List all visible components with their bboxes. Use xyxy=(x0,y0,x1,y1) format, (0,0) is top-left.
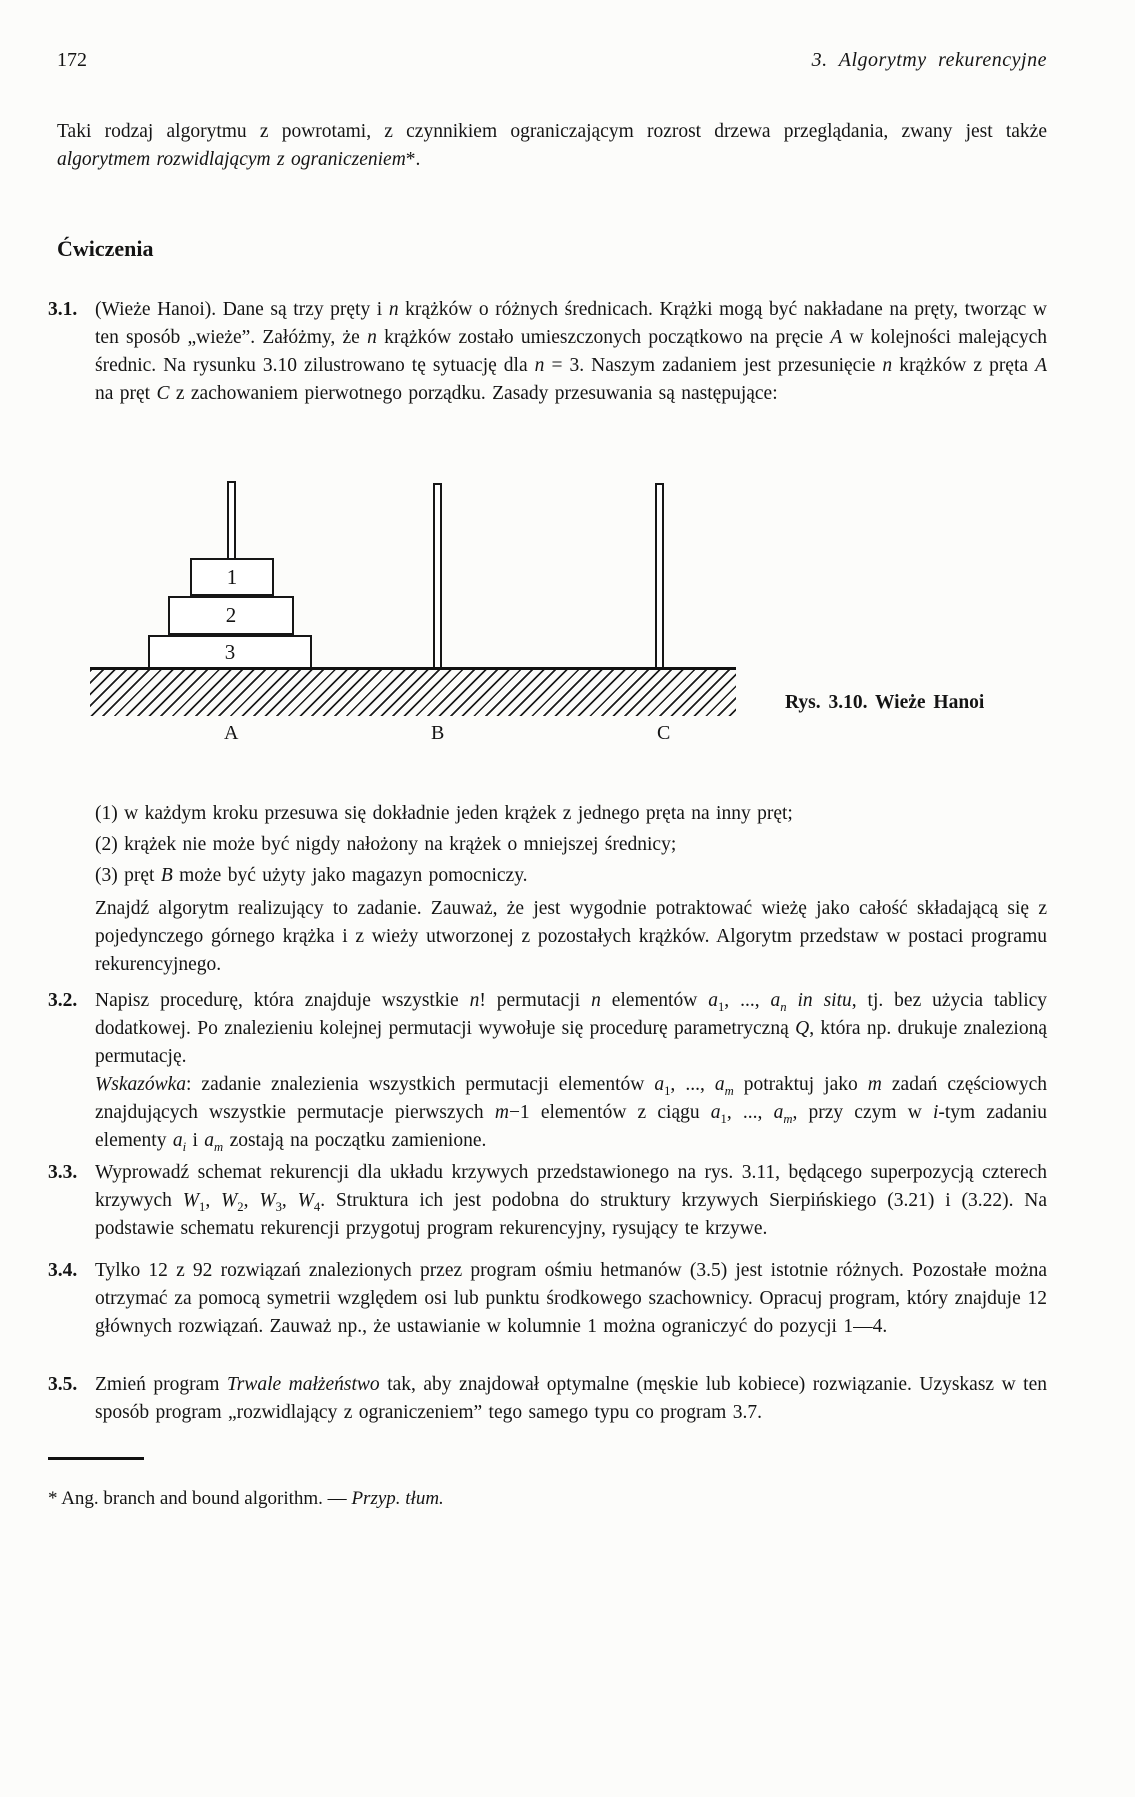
rules-list xyxy=(48,798,1047,891)
exercise-number: 3.5. xyxy=(48,1374,78,1395)
disk-3 xyxy=(148,635,312,670)
exercise-number: 3.1. xyxy=(48,299,78,320)
peg-a-rod xyxy=(227,481,236,563)
exercise-number: 3.4. xyxy=(48,1260,78,1281)
peg-b-rod xyxy=(433,483,442,669)
page-header xyxy=(57,48,1047,72)
exercise-3-5 xyxy=(48,1371,1047,1427)
rule-item-2: (2) krążek nie może być nigdy nałożony na krążek o mniejszej średnicy; xyxy=(95,834,677,855)
footnote-separator xyxy=(48,1457,144,1460)
exercise-3-3 xyxy=(48,1159,1047,1243)
disk-3-label: 3 xyxy=(224,640,236,664)
exercise-body: (Wieże Hanoi). Dane są trzy pręty i n krążków o różnych średnicach. Krążki mogą być nakładane na pręty, tworząc w ten sposób „wieże”. Załóżmy, że n krążków zostało umieszczonych początkowo na pręcie A w kolejności malejących średnic. Na rysunku 3.10 zilustrowano tę sytuację dla n = 3. Naszym zadaniem jest przesunięcie n krążków z pręta A na pręt C z zachowaniem pierwotnego porządku. Zasady przesuwania są następujące: xyxy=(95,299,1047,404)
exercise-3-1 xyxy=(48,296,1047,408)
disk-1 xyxy=(190,558,274,596)
hanoi-figure xyxy=(57,416,1047,756)
disk-2 xyxy=(168,596,294,635)
disk-2-label: 2 xyxy=(225,603,237,627)
exercise-body: Wyprowadź schemat rekurencji dla układu krzywych przedstawionego na rys. 3.11, będącego superpozycją czterech krzywych $W_1$, $W_2$, $W_3$, $W_4$. Struktura ich jest podobna do struktury krzywych Sierpińskiego (3.21) i (3.22). Na podstawie schematu rekurencji przygotuj program rekurencyjny, rysujący te krzywe. xyxy=(95,1162,1048,1239)
ground-hatch xyxy=(90,670,736,716)
peg-label-c: C xyxy=(657,722,671,744)
section-heading: Ćwiczenia xyxy=(57,236,154,261)
page-number: 172 xyxy=(57,49,87,71)
exercise-3-4 xyxy=(48,1257,1047,1341)
peg-c-rod xyxy=(655,483,664,669)
peg-label-a: A xyxy=(224,722,239,744)
exercise-hint: Wskazówka: zadanie znalezienia wszystkich permutacji elementów $a_1$, ..., $a_m$ potraktuj jako m zadań częściowych znajdujących wszystkie permutacje pierwszych m−1 elementów z ciągu $a_1$, ..., $a_m$, przy czym w i-tym zadaniu elementy $a_i$ i $a_m$ zostają na początku zamienione. xyxy=(95,1074,1048,1154)
exercise-3-1-continuation: Znajdź algorytm realizujący to zadanie. Zauważ, że jest wygodnie potraktować wieżę jako całość składającą się z pojedynczego górnego krążka i z wieży utworzonej z pozostałych krążków. Algorytm przedstaw w postaci programu rekurencyjnego. xyxy=(95,898,1047,975)
peg-label-b: B xyxy=(431,722,445,744)
chapter-header: 3. Algorytmy rekurencyjne xyxy=(811,49,1047,71)
rule-item-3: (3) pręt B może być użyty jako magazyn pomocniczy. xyxy=(95,865,528,886)
figure-caption: Rys. 3.10. Wieże Hanoi xyxy=(785,692,985,713)
exercise-3-2 xyxy=(48,987,1047,1155)
footnote: * Ang. branch and bound algorithm. — Przyp. tłum. xyxy=(48,1488,444,1509)
exercise-number: 3.2. xyxy=(48,990,78,1011)
exercise-body: Zmień program Trwale małżeństwo tak, aby znajdował optymalne (męskie lub kobiece) rozwiązanie. Uzyskasz w ten sposób program „rozwidlający z ograniczeniem” tego samego typu co program 3.7. xyxy=(95,1374,1047,1423)
exercise-body: Tylko 12 z 92 rozwiązań znalezionych przez program ośmiu hetmanów (3.5) jest istotnie różnych. Pozostałe można otrzymać za pomocą symetrii względem osi lub punktu środkowego szachownicy. Opracuj program, który znajduje 12 głównych rozwiązań. Zauważ np., że ustawianie w kolumnie 1 można ograniczyć do pozycji 1—4. xyxy=(95,1260,1047,1337)
intro-paragraph: Taki rodzaj algorytmu z powrotami, z czynnikiem ograniczającym rozrost drzewa przeglądania, zwany jest także algorytmem rozwidlającym z ograniczeniem*. xyxy=(57,121,1047,170)
disk-1-label: 1 xyxy=(226,564,238,589)
exercise-body: Napisz procedurę, która znajduje wszystkie n! permutacji n elementów $a_1$, ..., $a_n$ in situ, tj. bez użycia tablicy dodatkowej. Po znalezieniu kolejnej permutacji wywołuje się procedurę parametryczną Q, która np. drukuje znalezioną permutację. xyxy=(95,990,1048,1067)
rule-item-1: (1) w każdym kroku przesuwa się dokładnie jeden krążek z jednego pręta na inny pręt; xyxy=(95,803,793,824)
exercise-number: 3.3. xyxy=(48,1162,78,1183)
